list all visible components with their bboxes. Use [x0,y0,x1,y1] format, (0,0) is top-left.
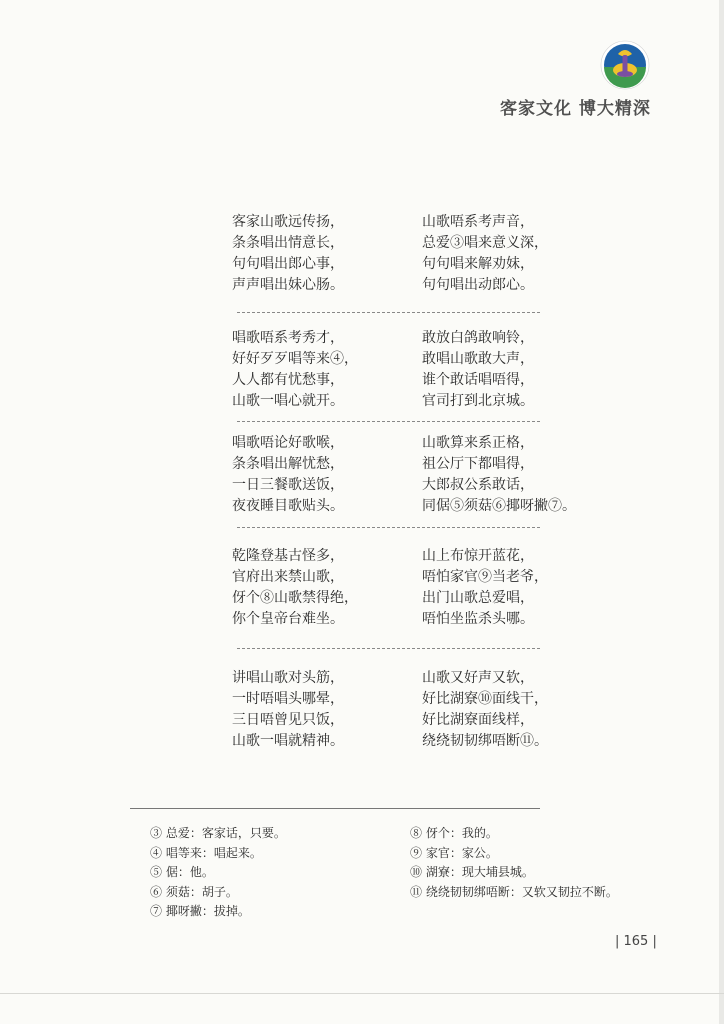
footnote-divider [130,808,540,809]
verse-row [232,328,552,349]
stanza-divider [237,648,540,649]
logo-emblem [600,40,650,90]
footnote: ⑪ 绕绕韧韧绑唔断：又软又韧拉不断。 [410,884,618,899]
verse-left: 官府出来禁山歌， [232,569,344,585]
verse-left: 句句唱出郎心事， [232,256,344,272]
verse-row [232,233,552,254]
verse-row [232,349,552,370]
footnote: ⑥ 须菇：胡子。 [150,884,238,899]
page-number: | 165 | [615,934,657,949]
verse-left: 客家山歌远传扬， [232,214,344,230]
verse-right: 山上布惊开蓝花， [422,548,534,564]
verse-left: 人人都有忧愁事， [232,372,344,388]
verse-row [232,496,576,517]
verse-left: 你个皇帝台难坐。 [232,611,344,627]
verse-row [232,668,552,689]
footnote: ⑤ 倨：他。 [150,865,214,879]
verse-right: 绕绕韧韧绑唔断⑪。 [422,733,548,749]
verse-row [232,212,552,233]
verse-left: 条条唱出情意长， [232,235,344,251]
verse-left: 讲唱山歌对头筋， [232,670,344,686]
verse-row [232,275,552,296]
verse-right: 同倨⑤须菇⑥揶呀撇⑦。 [422,498,576,514]
verse-row [232,689,552,710]
verse-right: 山歌又好声又软， [422,670,534,686]
verse-row [232,710,552,731]
stanza-5 [232,668,552,752]
verse-right: 敢唱山歌敢大声， [422,351,534,367]
footnote: ⑦ 揶呀撇：拔掉。 [150,904,250,918]
verse-row [232,588,552,609]
footnote: ⑩ 湖寮：现大埔县城。 [410,865,534,879]
verse-row [232,731,552,752]
footnotes-right [410,824,618,902]
stanza-1 [232,212,552,296]
verse-row [232,391,552,412]
stanza-divider [237,312,540,313]
verse-right: 唔怕坐监杀头哪。 [422,611,534,627]
verse-left: 山歌一唱心就开。 [232,393,344,409]
stanza-divider [237,421,540,422]
verse-right: 好比湖寮⑩面线干， [422,691,548,707]
verse-right: 山歌唔系考声音， [422,214,534,230]
verse-right: 好比湖寮面线样， [422,712,534,728]
verse-left: 一日三餐歌送饭， [232,477,344,493]
verse-right: 唔怕家官⑨当老爷， [422,569,548,585]
verse-row [232,370,552,391]
header-title: 客家文化 博大精深 [500,99,651,119]
footnotes-left [150,824,286,922]
footnote: ⑨ 家官：家公。 [410,845,498,860]
verse-left: 好好歹歹唱等来④， [232,351,358,367]
verse-left: 唱歌唔论好歌喉， [232,435,344,451]
verse-left: 一时唔唱头哪晕， [232,691,344,707]
verse-row [232,254,552,275]
verse-left: 夜夜睡目歌贴头。 [232,498,344,514]
verse-right: 句句唱来解劝妹， [422,256,534,272]
verse-right: 大郎叔公系敢话， [422,477,534,493]
verse-row [232,454,552,475]
verse-row [232,546,552,567]
verse-left: 伢个⑧山歌禁得绝， [232,590,358,606]
page-edge [719,0,724,1024]
verse-right: 出门山歌总爱唱， [422,590,534,606]
verse-row [232,609,552,630]
page-bottom-edge [0,993,724,994]
verse-left: 唱歌唔系考秀才， [232,330,344,346]
verse-right: 祖公厅下都唱得， [422,456,534,472]
footnote: ④ 唱等来：唱起来。 [150,845,262,860]
verse-right: 敢放白鸽敢响铃， [422,330,534,346]
verse-left: 声声唱出妹心肠。 [232,277,344,293]
stanza-2 [232,328,552,412]
verse-right: 总爱③唱来意义深， [422,235,548,251]
verse-right: 谁个敢话唱唔得， [422,372,534,388]
verse-row [232,433,552,454]
footnote: ⑧ 伢个：我的。 [410,826,498,840]
verse-left: 山歌一唱就精神。 [232,733,344,749]
verse-row [232,475,552,496]
stanza-3 [232,433,576,517]
verse-left: 条条唱出解忧愁， [232,456,344,472]
verse-right: 官司打到北京城。 [422,393,534,409]
verse-left: 乾隆登基古怪多， [232,548,344,564]
stanza-4 [232,546,552,630]
verse-right: 山歌算来系正格， [422,435,534,451]
stanza-divider [237,527,540,528]
verse-right: 句句唱出动郎心。 [422,277,534,293]
verse-row [232,567,552,588]
verse-left: 三日唔曾见只饭， [232,712,344,728]
footnote: ③ 总爱：客家话，只要。 [150,826,286,840]
